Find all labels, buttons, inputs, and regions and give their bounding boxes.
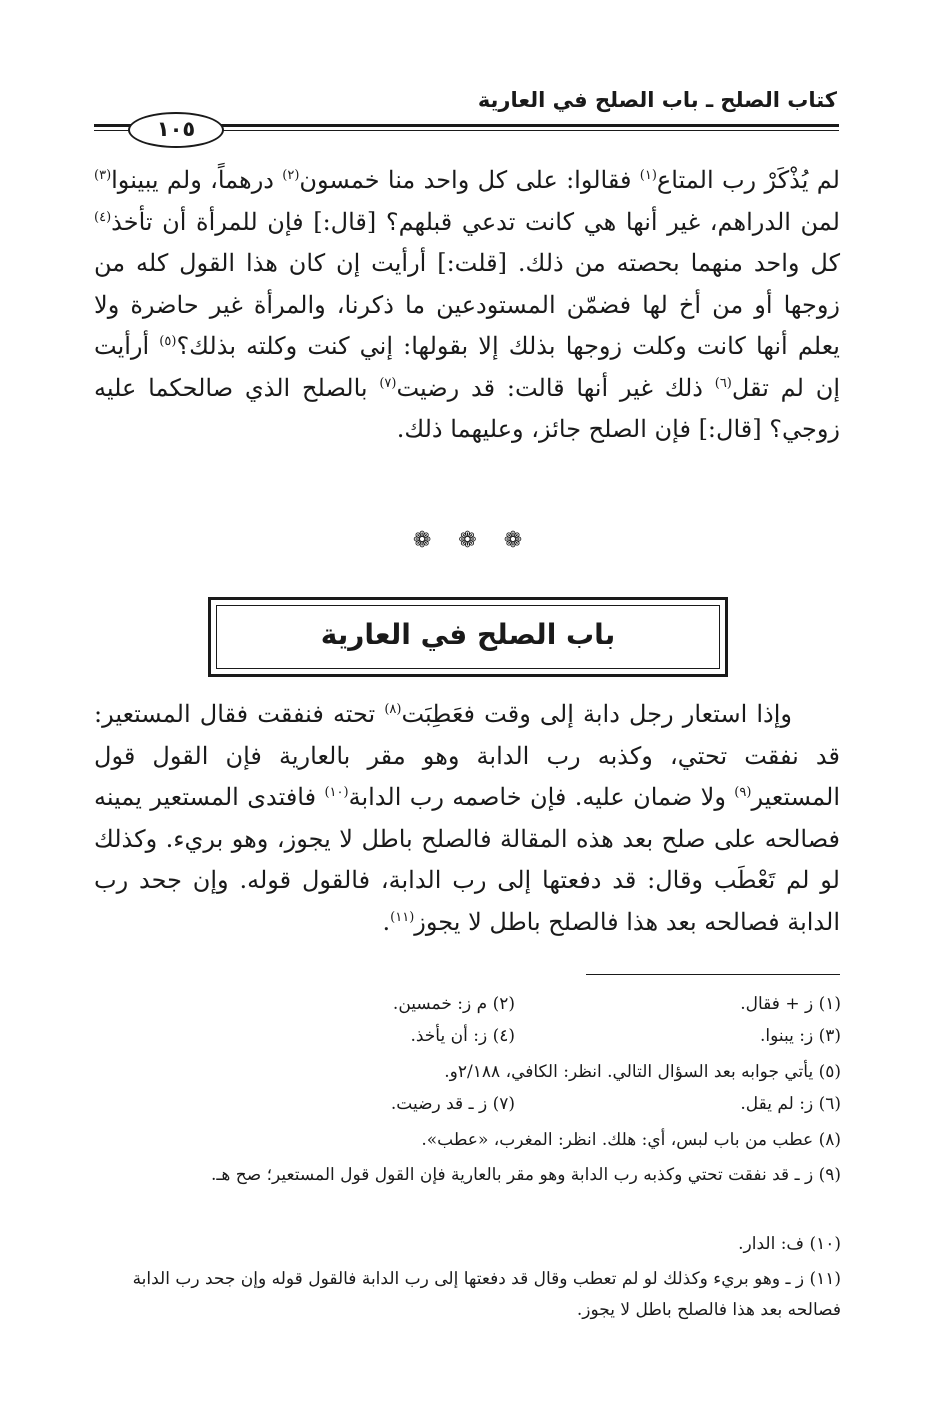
footnote-11: (١١) ز ـ وهو بريء وكذلك لو لم تعطب وقال قد دفعتها إلى رب الدابة فالقول قوله وإن جحد رب الدابة فصالحه بعد هذا فالصلح باطل لا يجوز. [132,1269,841,1320]
footnote-10: (١٠) ف: الدار. [738,1234,841,1254]
footnote-ref: (٣) [94,168,112,183]
footnote-1: (١) ز + فقال. [740,994,841,1014]
footnote-8: (٨) عطب من باب لبس، أي: هلك. انظر: المغرب، «عطب». [421,1130,841,1150]
footnote-ref: (٧) [379,375,397,391]
footnote-ref: (٢) [282,168,300,183]
footnote-ref: (٤) [94,209,112,225]
footnote-ref: (١٠) [324,785,349,800]
footnote-ref: (١) [639,168,657,183]
body-paragraph-2: وإذا استعار رجل دابة إلى وقت فعَطِبَت$^{(٨)}$ تحته فنفقت فقال المستعير: قد نفقت تحتي، وكذبه رب الدابة وهو مقر بالعارية فإن القول قول المستعير$^{(٩)}$ ولا ضمان عليه. فإن خاصمه رب الدابة$^{(١٠)}$ فافتدى المستعير يمينه فصالحه على صلح بعد هذه المقالة فالصلح باطل لا يجوز، وهو بريء. وكذلك لو لم تَعْطَب وقال: قد دفعتها إلى رب الدابة، فالقول قوله. وإن جحد رب الدابة فصالحه بعد هذا فالصلح باطل لا يجوز$^{(١١)}$. [94,700,841,936]
footnote-7: (٧) ز ـ قد رضيت. [390,1094,515,1114]
footnote-ref: (٨) [384,702,402,717]
running-title: كتاب الصلح ـ باب الصلح في العارية [477,88,837,112]
footnote-ref: (٥) [159,334,177,349]
page-number: ١٠٥ [128,112,224,148]
footnote-3: (٣) ز: يبنوا. [759,1026,841,1046]
footnote-4: (٤) ز: أن يأخذ. [410,1026,515,1046]
footnote-9: (٩) ز ـ قد نفقت تحتي وكذبه رب الدابة وهو مقر بالعارية فإن القول قول المستعير؛ صح هـ. [211,1165,841,1185]
footnote-ref: (٩) [734,785,752,800]
footnote-ref: (٦) [714,375,732,391]
body-paragraph-1: لم يُذْكَرْ رب المتاع$^{(١)}$ فقالوا: على كل واحد منا خمسون$^{(٢)}$ درهماً، ولم يبينوا$^{(٣)}$ لمن الدراهم، غير أنها هي كانت تدعي قبلهم؟ [قال:] فإن للمرأة أن تأخذ$^{(٤)}$ كل واحد منهما بحصته من ذلك. [قلت:] أرأيت إن كان هذا القول كله من زوجها أو من أخ لها فضمّن المستودعين ما ذكرنا، والمرأة غير حاضرة ولا يعلم أنها كانت وكلت زوجها بذلك إلا بقولها: إني كنت وكلته بذلك؟$^{(٥)}$ أرأيت إن لم تقل$^{(٦)}$ ذلك غير أنها قالت: قد رضيت$^{(٧)}$ بالصلح الذي صالحكما عليه زوجي؟ [قال:] فإن الصلح جائز، وعليهما ذلك. [94,166,841,443]
footnote-ref: (١١) [390,909,415,925]
chapter-title-box [208,597,728,677]
footnote-separator [586,974,840,975]
footnote-5: (٥) يأتي جوابه بعد السؤال التالي. انظر: الكافي، ٢/١٨٨و. [444,1062,841,1082]
footnote-2: (٢) م ز: خمسين. [392,994,515,1014]
section-ornament: ❁ ❁ ❁ [412,528,533,553]
footnote-6: (٦) ز: لم يقل. [740,1094,841,1114]
chapter-title: باب الصلح في العارية [320,618,616,651]
